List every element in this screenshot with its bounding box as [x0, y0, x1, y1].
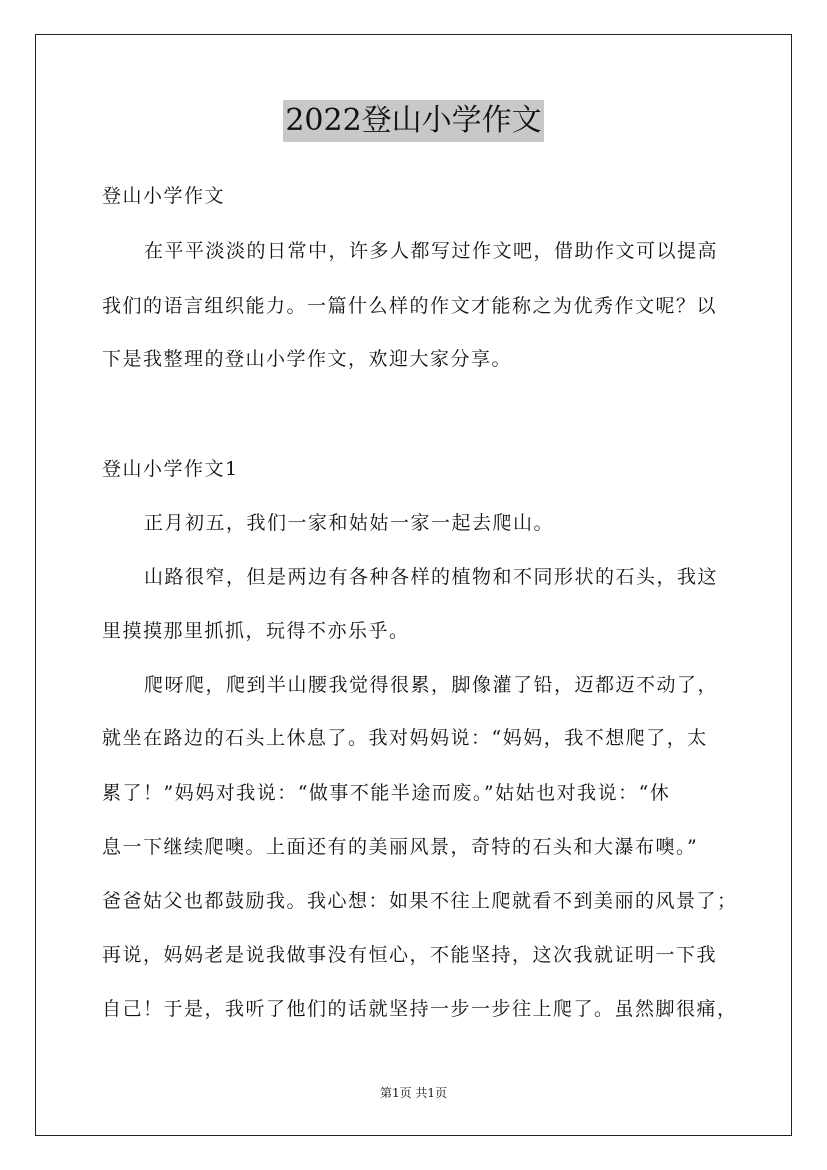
- paragraph-line: 山路很窄，但是两边有各种各样的植物和不同形状的石头，我这: [144, 566, 719, 588]
- paragraph-line: 我们的语言组织能力。一篇什么样的作文才能称之为优秀作文呢？以: [102, 295, 718, 317]
- paragraph-line: 爸爸姑父也都鼓励我。我心想：如果不往上爬就看不到美丽的风景了；: [102, 890, 738, 912]
- paragraph-line: 自己！于是，我听了他们的话就坚持一步一步往上爬了。虽然脚很痛，: [102, 998, 738, 1020]
- intro-heading: 登山小学作文: [102, 185, 226, 207]
- document-title: 2022登山小学作文: [283, 100, 543, 142]
- paragraph-line: 再说，妈妈老是说我做事没有恒心，不能坚持，这次我就证明一下我: [102, 944, 718, 966]
- paragraph-line: 就坐在路边的石头上休息了。我对妈妈说：“妈妈，我不想爬了，太: [102, 727, 708, 749]
- paragraph-line: 累了！”妈妈对我说：“做事不能半途而废。”姑姑也对我说：“休: [102, 782, 671, 804]
- section-heading: 登山小学作文1: [102, 458, 239, 480]
- page-footer: 第1页 共1页: [379, 1086, 448, 1100]
- paragraph-line: 爬呀爬，爬到半山腰我觉得很累，脚像灌了铅，迈都迈不动了，: [144, 674, 719, 696]
- title-container: [0, 100, 827, 142]
- paragraph-line: 下是我整理的登山小学作文，欢迎大家分享。: [102, 348, 513, 370]
- paragraph-line: 里摸摸那里抓抓，玩得不亦乐乎。: [102, 620, 410, 642]
- paragraph-line: 在平平淡淡的日常中，许多人都写过作文吧，借助作文可以提高: [144, 240, 719, 262]
- paragraph-line: 息一下继续爬噢。上面还有的美丽风景，奇特的石头和大瀑布噢。”: [102, 836, 699, 858]
- paragraph-line: 正月初五，我们一家和姑姑一家一起去爬山。: [144, 512, 555, 534]
